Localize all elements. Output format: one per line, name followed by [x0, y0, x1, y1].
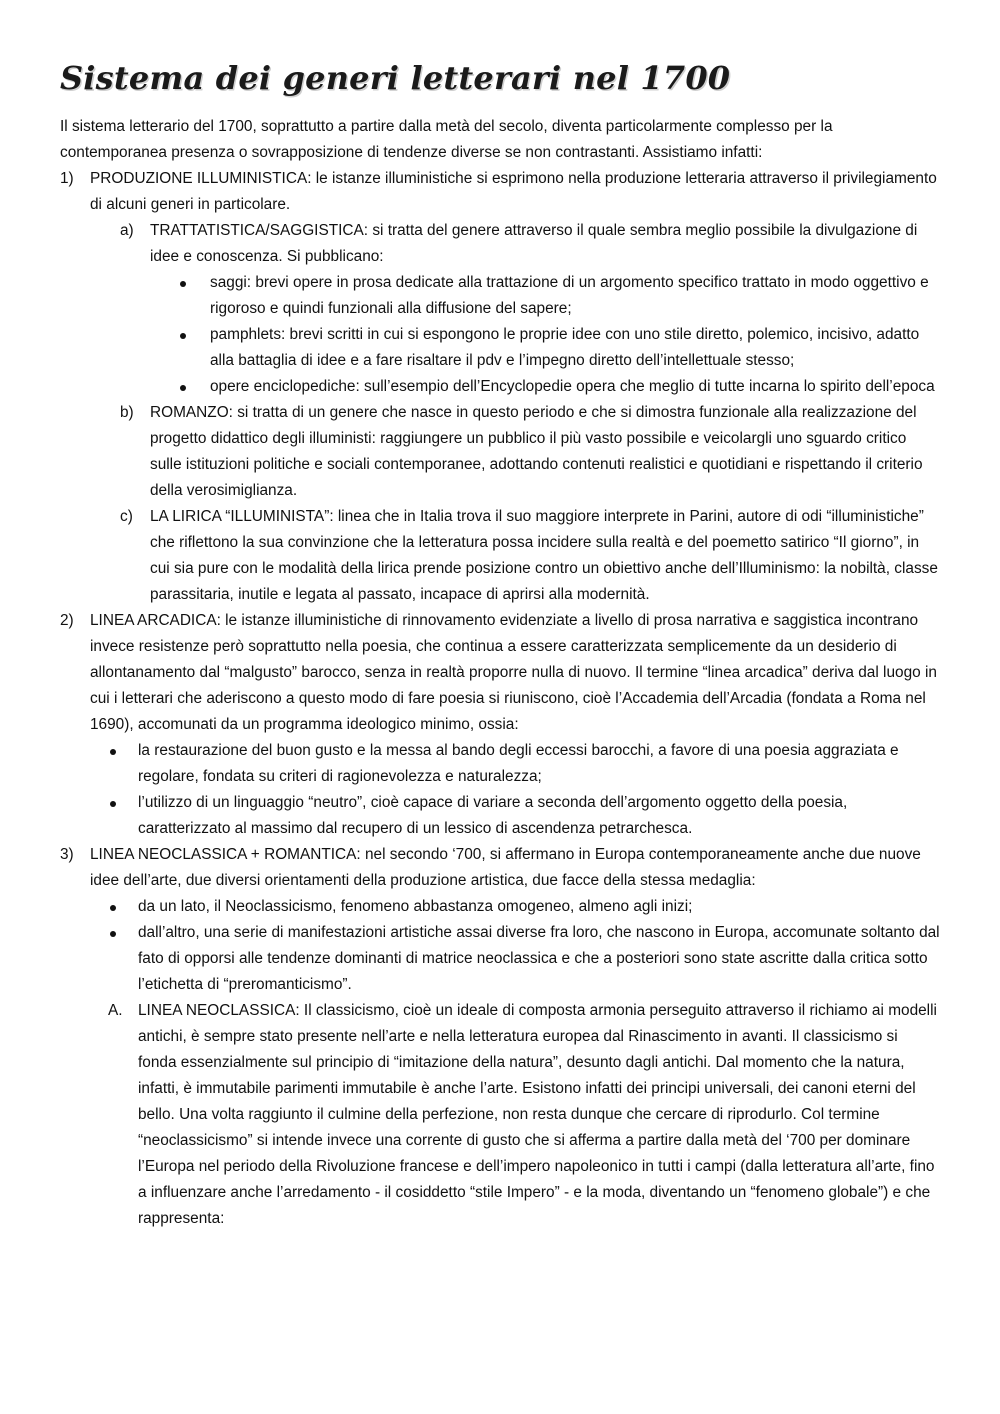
list-item	[60, 894, 940, 920]
list-item	[60, 270, 940, 322]
section-1-number: 1)	[60, 170, 74, 187]
section-3A-marker: A.	[108, 1002, 123, 1019]
list-item	[60, 322, 940, 374]
page-title: Sistema dei generi letterari nel 1700	[60, 59, 731, 97]
section-2-text: LINEA ARCADICA: le istanze illuministiche di rinnovamento evidenziate a livello di prosa narrativa e saggistica incontrano invece resistenze però soprattutto nella poesia, che continua a essere caratterizzata semplicemente da un desiderio di allontanamento dal “malgusto” barocco, senza in realtà proporre nulla di nuovo. Il termine “linea arcadica” deriva dal luogo in cui i letterari che aderiscono a questo modo di fare poesia si riuniscono, cioè l’Accademia dell’Arcadia (fondata a Roma nel 1690), accomunati da un programma ideologico minimo, ossia:	[90, 612, 937, 733]
section-1-text: PRODUZIONE ILLUMINISTICA: le istanze illuministiche si esprimono nella produzione letteraria attraverso il privilegiamento di alcuni generi in particolare.	[90, 170, 937, 213]
section-3A	[60, 998, 940, 1232]
bullet-icon	[110, 738, 116, 764]
section-3	[60, 842, 940, 894]
section-1a	[60, 218, 940, 270]
list-item	[60, 920, 940, 998]
section-2-number: 2)	[60, 612, 74, 629]
list-item-text: pamphlets: brevi scritti in cui si espongono le proprie idee con uno stile diretto, polemico, incisivo, adatto alla battaglia di idee e a fare risaltare il pdv e l’impegno diretto dell’intellettuale stesso;	[210, 326, 920, 369]
section-1a-marker: a)	[120, 222, 134, 239]
list-item	[60, 374, 940, 400]
list-item-text: dall’altro, una serie di manifestazioni artistiche assai diverse fra loro, che nascono in Europa, accomunate soltanto dal fato di opporsi alle tendenze dominanti di matrice neoclassica e che a posteriori sono state ascritte dalla critica sotto l’etichetta di “preromanticismo”.	[138, 924, 940, 993]
bullet-icon	[180, 270, 186, 296]
bullet-icon	[110, 920, 116, 946]
section-3-text: LINEA NEOCLASSICA + ROMANTICA: nel secondo ‘700, si affermano in Europa contemporaneamente anche due nuove idee dell’arte, due diversi orientamenti della produzione artistica, due facce della stessa medaglia:	[90, 846, 921, 889]
bullet-icon	[180, 374, 186, 400]
section-1b-text: ROMANZO: si tratta di un genere che nasce in questo periodo e che si dimostra funzionale alla realizzazione del progetto didattico degli illuministi: raggiungere un pubblico il più vasto possibile e veicolargli uno sguardo critico sulle istituzioni politiche e sociali contemporanee, adottando contenuti realistici e quotidiani e rispettando il criterio della verosimiglianza.	[150, 404, 923, 499]
section-1b-marker: b)	[120, 404, 134, 421]
section-1c	[60, 504, 940, 608]
list-item	[60, 738, 940, 790]
document-body	[60, 114, 940, 1232]
section-3A-text: LINEA NEOCLASSICA: Il classicismo, cioè un ideale di composta armonia perseguito attraverso il richiamo ai modelli antichi, è sempre stato presente nell’arte e nella letteratura europea dal Rinascimento in avanti. Il classicismo si fonda essenzialmente sul principio di “imitazione della natura”, desunto dagli antichi. Dal momento che la natura, infatti, è immutabile parimenti immutabile è anche l’arte. Esistono infatti dei principi universali, dei canoni eterni del bello. Una volta raggiunto il culmine della perfezione, non resta dunque che cercare di riprodurlo. Col termine “neoclassicismo” si intende invece una corrente di gusto che si afferma a partire dalla metà del ‘700 per dominare l’Europa nel periodo della Rivoluzione francese e dell’impero napoleonico in tutti i campi (dalla letteratura all’arte, fino a influenzare anche l’arredamento - il cosiddetto “stile Impero” - e la moda, diventando un “fenomeno globale”) e che rappresenta:	[138, 1002, 937, 1227]
section-2	[60, 608, 940, 738]
list-item	[60, 790, 940, 842]
bullet-icon	[110, 894, 116, 920]
list-item-text: da un lato, il Neoclassicismo, fenomeno abbastanza omogeneo, almeno agli inizi;	[138, 898, 693, 915]
section-3-number: 3)	[60, 846, 74, 863]
intro-paragraph: Il sistema letterario del 1700, soprattutto a partire dalla metà del secolo, diventa particolarmente complesso per la contemporanea presenza o sovrapposizione di tendenze diverse se non contrastanti. Assistiamo infatti:	[60, 118, 833, 161]
section-1b	[60, 400, 940, 504]
list-item-text: la restaurazione del buon gusto e la messa al bando degli eccessi barocchi, a favore di una poesia aggraziata e regolare, fondata su criteri di ragionevolezza e naturalezza;	[138, 742, 899, 785]
section-1c-text: LA LIRICA “ILLUMINISTA”: linea che in Italia trova il suo maggiore interprete in Parini, autore di odi “illuministiche” che riflettono la sua convinzione che la letteratura possa incidere sulla realtà e del poemetto satirico “Il giorno”, in cui sia pure con le modalità della lirica prende posizione contro un obiettivo anche dell’Illuminismo: la nobiltà, classe parassitaria, inutile e legata al passato, incapace di aprirsi alla modernità.	[150, 508, 938, 603]
list-item-text: opere enciclopediche: sull’esempio dell’Encyclopedie opera che meglio di tutte incarna lo spirito dell’epoca	[210, 378, 935, 395]
section-1a-text: TRATTATISTICA/SAGGISTICA: si tratta del genere attraverso il quale sembra meglio possibile la divulgazione di idee e conoscenza. Si pubblicano:	[150, 222, 918, 265]
section-1c-marker: c)	[120, 508, 133, 525]
bullet-icon	[180, 322, 186, 348]
bullet-icon	[110, 790, 116, 816]
list-item-text: l’utilizzo di un linguaggio “neutro”, cioè capace di variare a seconda dell’argomento oggetto della poesia, caratterizzato al massimo dal recupero di un lessico di ascendenza petrarchesca.	[138, 794, 848, 837]
section-1	[60, 166, 940, 218]
list-item-text: saggi: brevi opere in prosa dedicate alla trattazione di un argomento specifico trattato in modo oggettivo e rigoroso e quindi funzionali alla diffusione del sapere;	[210, 274, 929, 317]
